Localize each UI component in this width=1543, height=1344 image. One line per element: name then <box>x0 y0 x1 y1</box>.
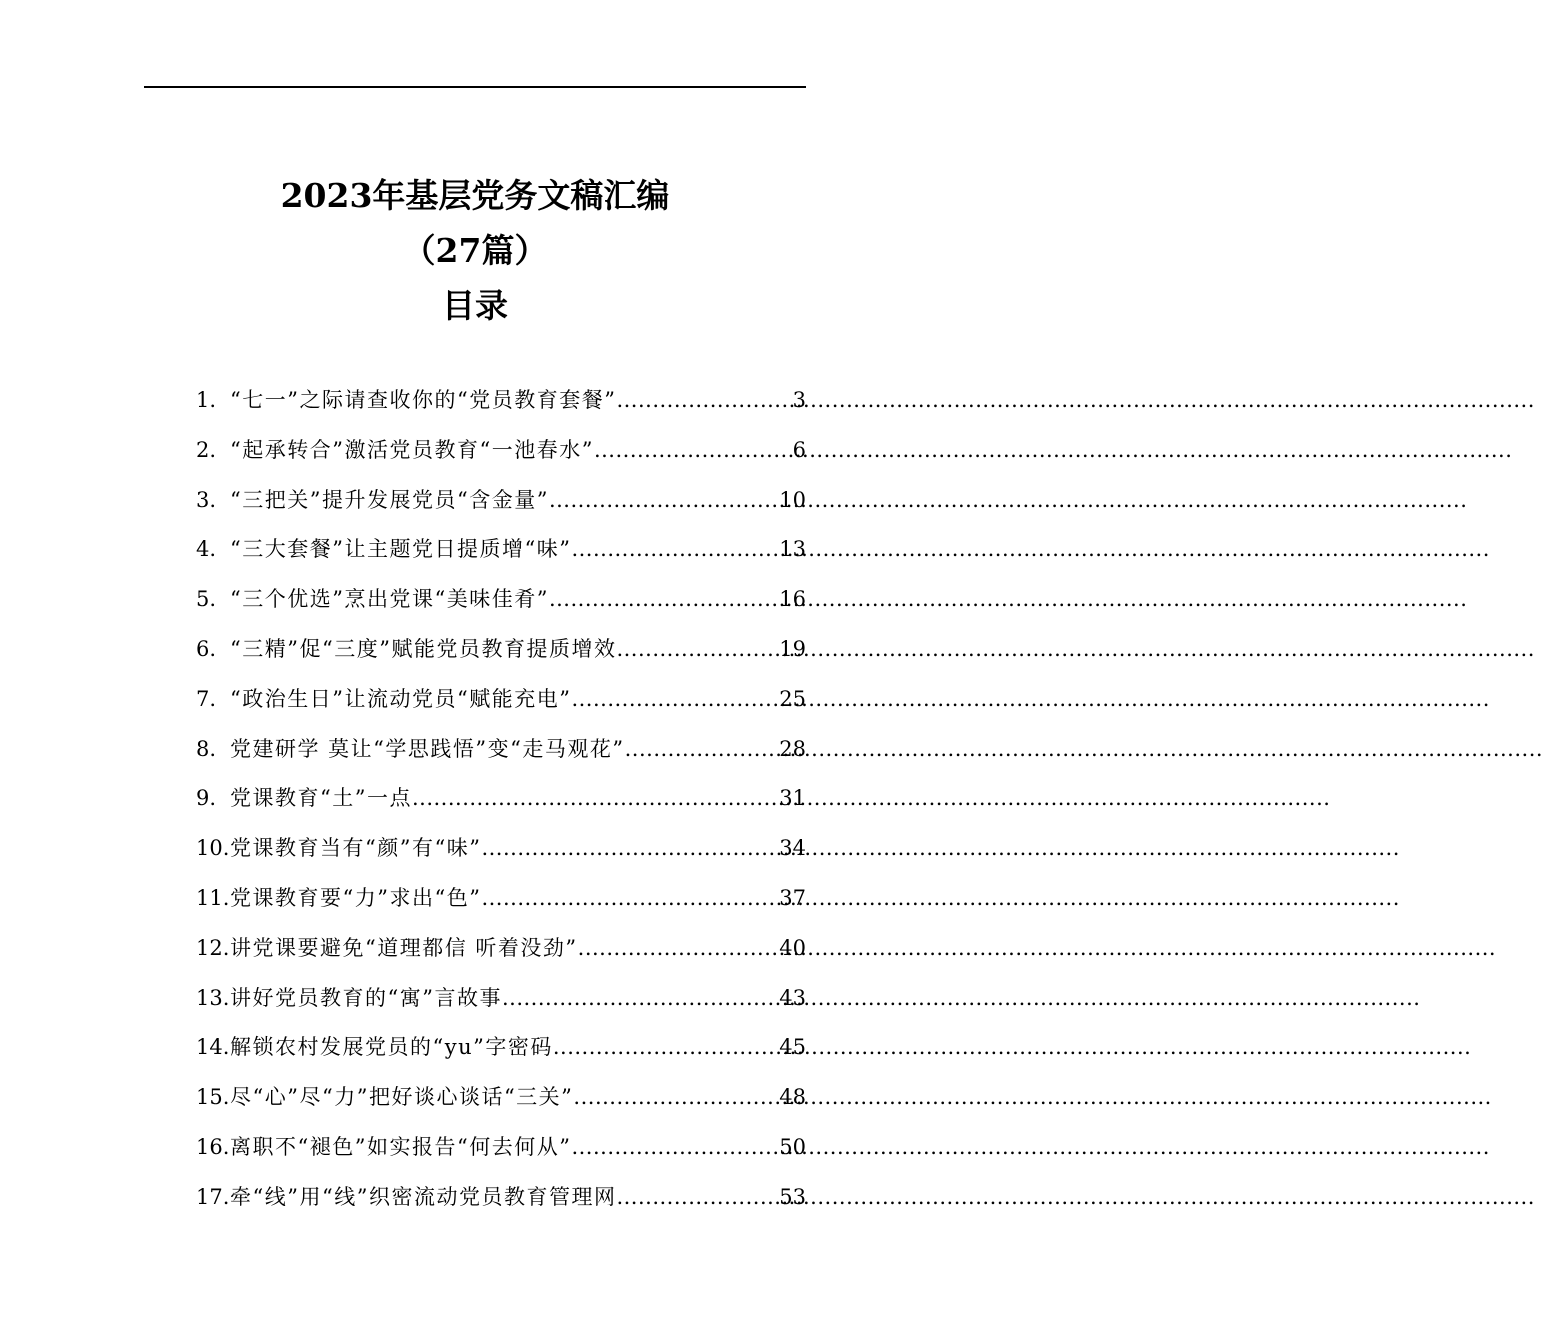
toc-entry-number: 2. <box>196 437 217 462</box>
toc-dot-leader <box>594 426 793 476</box>
toc-dot-leader <box>412 774 779 824</box>
toc-dot-leader <box>616 1173 779 1223</box>
toc-entry[interactable] <box>196 525 806 575</box>
toc-dot-leader <box>481 874 779 924</box>
toc-entry-page: 25 <box>779 686 806 711</box>
toc-entry-page: 3 <box>792 388 806 412</box>
toc-entry[interactable] <box>196 924 806 974</box>
toc-entry-page: 53 <box>779 1184 806 1209</box>
toc-entry-title: 党课教育要“力”求出“色” <box>230 885 482 910</box>
toc-entry[interactable] <box>196 874 806 924</box>
toc-entry-page: 28 <box>779 736 806 761</box>
toc-entry-number: 5. <box>196 587 217 612</box>
toc-dot-leader <box>616 376 792 426</box>
toc-entry[interactable] <box>196 426 806 476</box>
toc-entry-page: 40 <box>779 935 806 960</box>
toc-entry-page: 50 <box>779 1134 806 1159</box>
toc-entry-number: 1. <box>196 388 217 412</box>
toc-entry-title: “三个优选”烹出党课“美味佳肴” <box>230 587 549 612</box>
toc-entry-page: 43 <box>779 985 806 1010</box>
toc-entry-title: 牵“线”用“线”织密流动党员教育管理网 <box>230 1184 617 1209</box>
toc-entry[interactable] <box>196 1023 806 1073</box>
table-of-contents <box>196 376 806 1223</box>
toc-entry-page: 45 <box>779 1035 806 1060</box>
toc-entry-number: 15. <box>196 1085 230 1110</box>
toc-dot-leader <box>573 1073 779 1123</box>
toc-entry-page: 13 <box>779 537 806 562</box>
toc-entry-title: “起承转合”激活党员教育“一池春水” <box>230 437 594 462</box>
toc-entry-number: 6. <box>196 636 217 661</box>
toc-entry-number: 4. <box>196 537 217 562</box>
toc-entry[interactable] <box>196 476 806 526</box>
toc-dot-leader <box>553 1023 779 1073</box>
toc-dot-leader <box>578 924 780 974</box>
toc-dot-leader <box>502 974 779 1024</box>
toc-entry-page: 6 <box>792 437 806 462</box>
toc-dot-leader <box>625 725 780 775</box>
toc-entry-number: 14. <box>196 1035 230 1060</box>
toc-entry-title: 党建研学 莫让“学思践悟”变“走马观花” <box>230 736 625 761</box>
toc-entry[interactable] <box>196 824 806 874</box>
toc-entry[interactable] <box>196 1173 806 1223</box>
toc-entry[interactable] <box>196 1073 806 1123</box>
toc-entry[interactable] <box>196 725 806 775</box>
toc-heading: 目录 <box>442 286 508 325</box>
toc-entry-title: 讲好党员教育的“寓”言故事 <box>230 985 502 1010</box>
toc-dot-leader <box>549 476 779 526</box>
toc-entry[interactable] <box>196 1123 806 1173</box>
toc-dot-leader <box>616 625 779 675</box>
toc-entry-page: 34 <box>779 836 806 861</box>
toc-entry-number: 3. <box>196 487 217 512</box>
header-rule <box>144 86 806 88</box>
title-block <box>144 168 806 333</box>
toc-entry-page: 16 <box>779 587 806 612</box>
toc-entry-title: “三大套餐”让主题党日提质增“味” <box>230 537 572 562</box>
toc-entry-title: “政治生日”让流动党员“赋能充电” <box>230 686 572 711</box>
toc-entry-page: 10 <box>779 487 806 512</box>
toc-entry-title: 讲党课要避免“道理都信 听着没劲” <box>230 935 578 960</box>
toc-entry-title: “三把关”提升发展党员“含金量” <box>230 487 549 512</box>
document-subtitle: （27篇） <box>402 231 548 270</box>
toc-dot-leader <box>571 525 779 575</box>
toc-entry-number: 10. <box>196 836 230 861</box>
toc-entry-number: 11. <box>196 885 230 910</box>
toc-entry[interactable] <box>196 575 806 625</box>
toc-entry-page: 19 <box>779 636 806 661</box>
toc-entry-title: 解锁农村发展党员的“yu”字密码 <box>230 1035 553 1060</box>
document-title: 2023年基层党务文稿汇编 <box>280 176 670 215</box>
toc-entry[interactable] <box>196 625 806 675</box>
toc-entry-number: 8. <box>196 736 217 761</box>
toc-entry-page: 37 <box>779 885 806 910</box>
toc-entry-title: 党课教育“土”一点 <box>230 786 412 811</box>
toc-entry-number: 17. <box>196 1184 230 1209</box>
toc-entry-title: 离职不“褪色”如实报告“何去何从” <box>230 1134 572 1159</box>
toc-entry-title: “三精”促“三度”赋能党员教育提质增效 <box>230 636 617 661</box>
toc-dot-leader <box>571 1123 779 1173</box>
toc-entry-page: 48 <box>779 1085 806 1110</box>
toc-entry-page: 31 <box>779 786 806 811</box>
toc-entry-number: 7. <box>196 686 217 711</box>
toc-entry-title: 尽“心”尽“力”把好谈心谈话“三关” <box>230 1085 574 1110</box>
toc-dot-leader <box>571 675 779 725</box>
toc-entry-title: 党课教育当有“颜”有“味” <box>230 836 482 861</box>
toc-entry[interactable] <box>196 774 806 824</box>
toc-dot-leader <box>549 575 779 625</box>
toc-entry[interactable] <box>196 974 806 1024</box>
toc-entry-number: 13. <box>196 985 230 1010</box>
toc-dot-leader <box>481 824 779 874</box>
toc-entry[interactable] <box>196 376 806 426</box>
toc-entry-number: 16. <box>196 1134 230 1159</box>
toc-entry-number: 9. <box>196 786 217 811</box>
toc-entry[interactable] <box>196 675 806 725</box>
toc-entry-number: 12. <box>196 935 230 960</box>
toc-entry-title: “七一”之际请查收你的“党员教育套餐” <box>230 388 617 412</box>
